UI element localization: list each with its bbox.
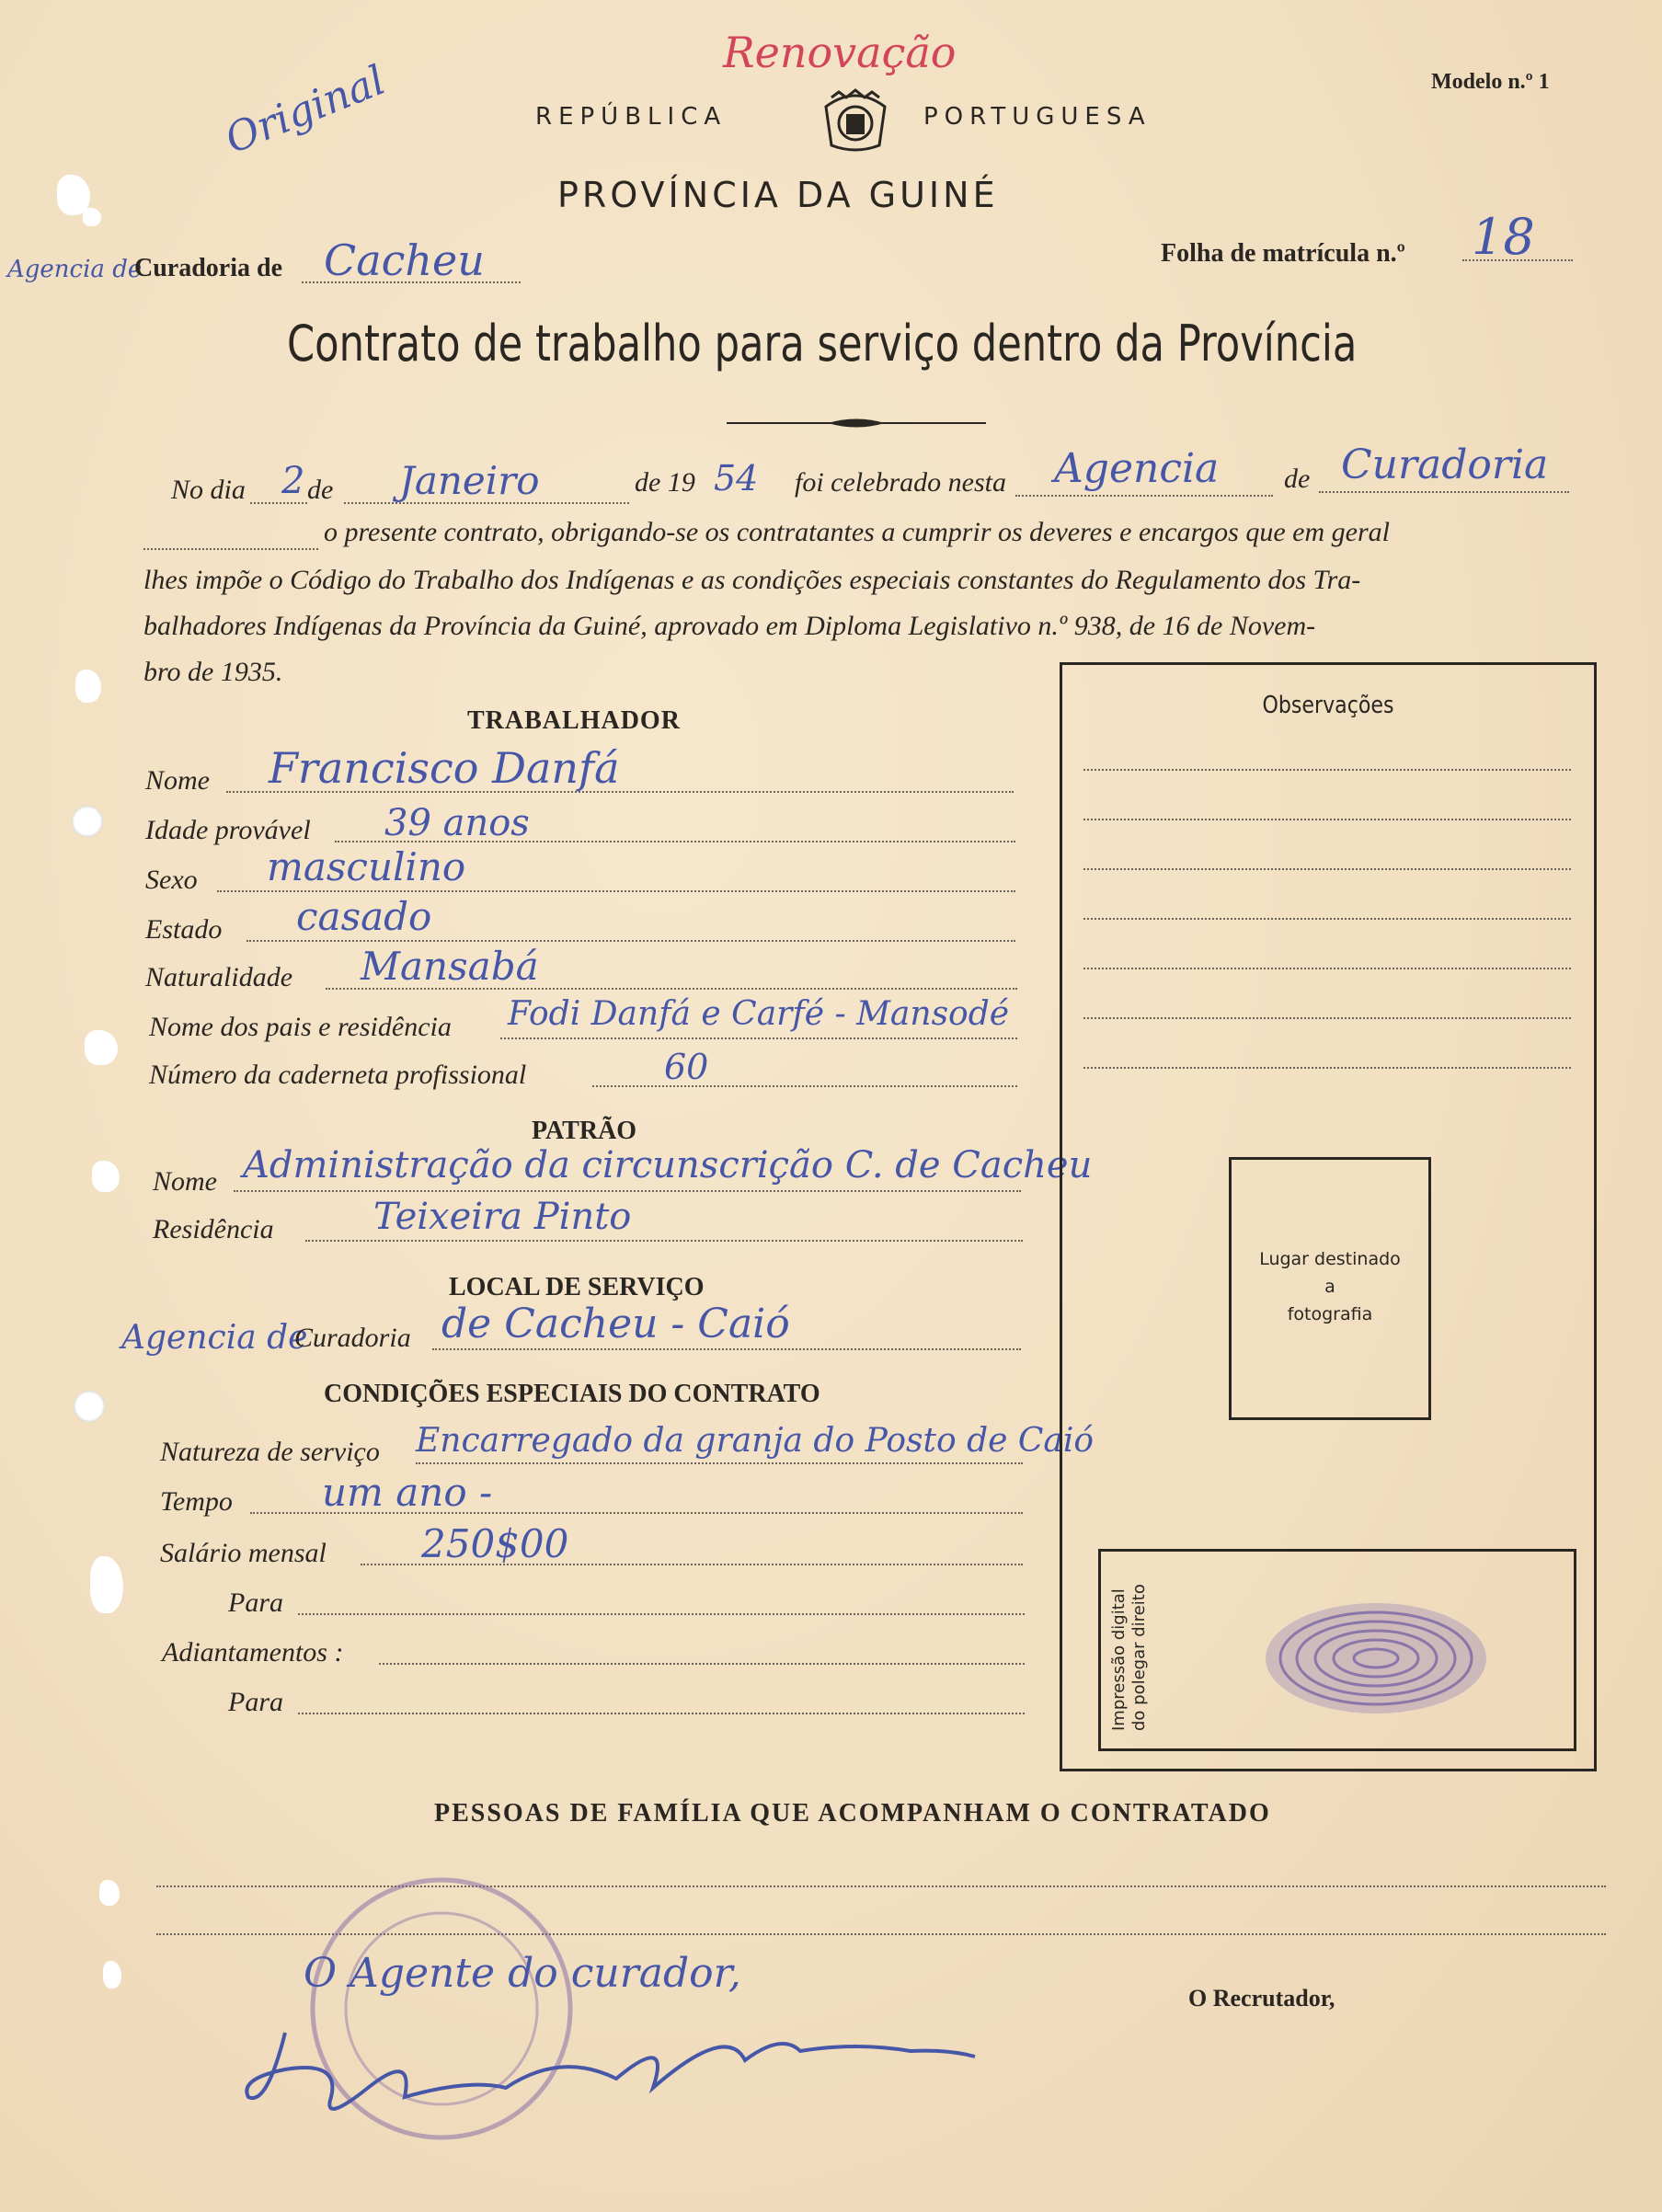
obs-line: [1083, 1067, 1571, 1069]
title-ornament: [727, 416, 986, 429]
para2-line: [298, 1713, 1025, 1714]
intro-de: de: [307, 475, 334, 505]
obs-line: [1083, 1017, 1571, 1019]
obs-line: [1083, 819, 1571, 820]
folha-label: Folha de matrícula n.º: [1161, 239, 1405, 268]
sexo-label: Sexo: [145, 865, 198, 895]
paper-tear: [75, 670, 101, 703]
intro-line4: balhadores Indígenas da Província da Guiné, aprovado em Diploma Legislativo n.º 938, de 16 de Novem-: [143, 611, 1316, 641]
idade-value: 39 anos: [384, 802, 530, 844]
pais-line: [500, 1037, 1017, 1039]
local-line: [432, 1348, 1021, 1350]
patrao-nome-line: [234, 1190, 1021, 1192]
trabalhador-nome-label: Nome: [145, 765, 210, 796]
para1-label: Para: [228, 1587, 283, 1618]
portuguesa-text: PORTUGUESA: [923, 103, 1152, 131]
observacoes-heading: Observações: [1262, 692, 1394, 719]
intro-dia-value: 2: [281, 460, 305, 502]
natureza-label: Natureza de serviço: [160, 1437, 380, 1467]
intro-line2: o presente contrato, obrigando-se os contratantes a cumprir os deveres e encargos que em geral: [324, 517, 1390, 547]
paper-tear: [85, 1030, 118, 1065]
estado-line: [246, 940, 1015, 942]
natureza-line: [416, 1462, 1023, 1464]
patrao-nome-label: Nome: [153, 1166, 217, 1197]
recrutador-label: O Recrutador,: [1188, 1985, 1335, 2011]
paper-tear: [92, 1161, 120, 1192]
curadoria-value: Cacheu: [324, 235, 485, 285]
republica-text: REPÚBLICA: [535, 103, 728, 131]
patrao-heading: PATRÃO: [532, 1117, 637, 1145]
sexo-line: [217, 890, 1015, 892]
intro-local2-value: Curadoria: [1341, 441, 1549, 488]
coat-of-arms-icon: [819, 88, 892, 155]
curadoria-label: Curadoria de: [134, 254, 282, 282]
local2-line: [1319, 491, 1569, 493]
local-curadoria-label: Curadoria: [294, 1323, 411, 1353]
fingerprint-text-2: do polegar direito: [1129, 1584, 1149, 1731]
estado-value: casado: [296, 894, 432, 939]
fingerprint-label: [1109, 1584, 1150, 1731]
folha-value: 18: [1472, 208, 1535, 266]
adiantamentos-label: Adiantamentos :: [162, 1637, 344, 1668]
natureza-value: Encarregado da granja do Posto de Caió: [416, 1422, 1095, 1460]
provincia-heading: PROVÍNCIA DA GUINÉ: [557, 175, 999, 215]
intro-foi: foi celebrado nesta: [795, 467, 1006, 498]
paper-tear: [103, 1961, 121, 1989]
naturalidade-value: Mansabá: [361, 944, 539, 989]
document-title: Contrato de trabalho para serviço dentro da Província: [287, 315, 1358, 372]
local-prefix-handwritten: Agencia de: [121, 1319, 308, 1357]
agente-label: O Agente do curador,: [304, 1950, 741, 1997]
residencia-label: Residência: [153, 1214, 274, 1244]
agente-signature: [230, 1996, 984, 2134]
trabalhador-heading: TRABALHADOR: [467, 706, 681, 735]
residencia-line: [305, 1240, 1023, 1242]
para2-label: Para: [228, 1687, 283, 1717]
tempo-label: Tempo: [160, 1486, 233, 1517]
intro-de-ano: de 19: [635, 467, 695, 498]
curadoria-prefix-handwritten: Agencia de: [7, 256, 143, 283]
obs-line: [1083, 968, 1571, 969]
obs-line: [1083, 868, 1571, 870]
tempo-value: um ano -: [322, 1470, 493, 1515]
trabalhador-nome-value: Francisco Danfá: [269, 743, 620, 793]
salario-label: Salário mensal: [160, 1538, 327, 1568]
intro-de2: de: [1284, 464, 1311, 494]
local-value: de Cacheu - Caió: [441, 1301, 790, 1347]
para1-line: [298, 1613, 1025, 1615]
local1-line: [1015, 495, 1273, 497]
intro-ano-value: 54: [714, 458, 759, 499]
naturalidade-label: Naturalidade: [145, 962, 293, 992]
intro-local1-value: Agencia: [1054, 445, 1220, 492]
pais-label: Nome dos pais e residência: [149, 1012, 452, 1042]
fingerprint-text-1: Impressão digital: [1109, 1588, 1129, 1731]
salario-value: 250$00: [421, 1521, 569, 1566]
photo-text-3: fotografia: [1287, 1304, 1373, 1324]
local-servico-heading: LOCAL DE SERVIÇO: [449, 1273, 705, 1301]
pais-value: Fodi Danfá e Carfé - Mansodé: [508, 995, 1010, 1033]
paper-tear: [99, 1880, 120, 1906]
intro-no-dia: No dia: [171, 475, 246, 505]
residencia-value: Teixeira Pinto: [373, 1196, 632, 1238]
patrao-nome-value: Administração da circunscrição C. de Cacheu: [243, 1144, 1093, 1186]
estado-label: Estado: [145, 914, 223, 945]
fingerprint-mark: [1262, 1599, 1490, 1718]
obs-line: [1083, 769, 1571, 771]
photo-box-text: [1229, 1245, 1431, 1328]
photo-text-1: Lugar destinado: [1259, 1249, 1401, 1269]
obs-line: [1083, 918, 1571, 920]
intro-line5: bro de 1935.: [143, 657, 283, 687]
familia-heading: PESSOAS DE FAMÍLIA QUE ACOMPANHAM O CONTRATADO: [434, 1799, 1271, 1828]
intro-mes-value: Janeiro: [399, 458, 540, 503]
punch-hole: [74, 1391, 105, 1422]
idade-label: Idade provável: [145, 815, 311, 845]
adiantamentos-line: [379, 1663, 1025, 1665]
condicoes-heading: CONDIÇÕES ESPECIAIS DO CONTRATO: [324, 1380, 820, 1408]
dia-line: [250, 502, 307, 504]
paper-tear: [83, 208, 101, 226]
photo-text-2: a: [1324, 1277, 1335, 1297]
intro-blank-line: [143, 548, 318, 550]
original-annotation: Original: [219, 56, 392, 164]
modelo-number: Modelo n.º 1: [1431, 70, 1550, 94]
caderneta-line: [592, 1085, 1017, 1087]
renovacao-annotation: Renovação: [723, 28, 957, 77]
intro-line3: lhes impõe o Código do Trabalho dos Indígenas e as condições especiais constantes do Regulamento dos Tra-: [143, 565, 1361, 595]
caderneta-label: Número da caderneta profissional: [149, 1060, 527, 1090]
sexo-value: masculino: [267, 844, 466, 889]
punch-hole: [72, 806, 103, 837]
caderneta-value: 60: [664, 1047, 709, 1087]
